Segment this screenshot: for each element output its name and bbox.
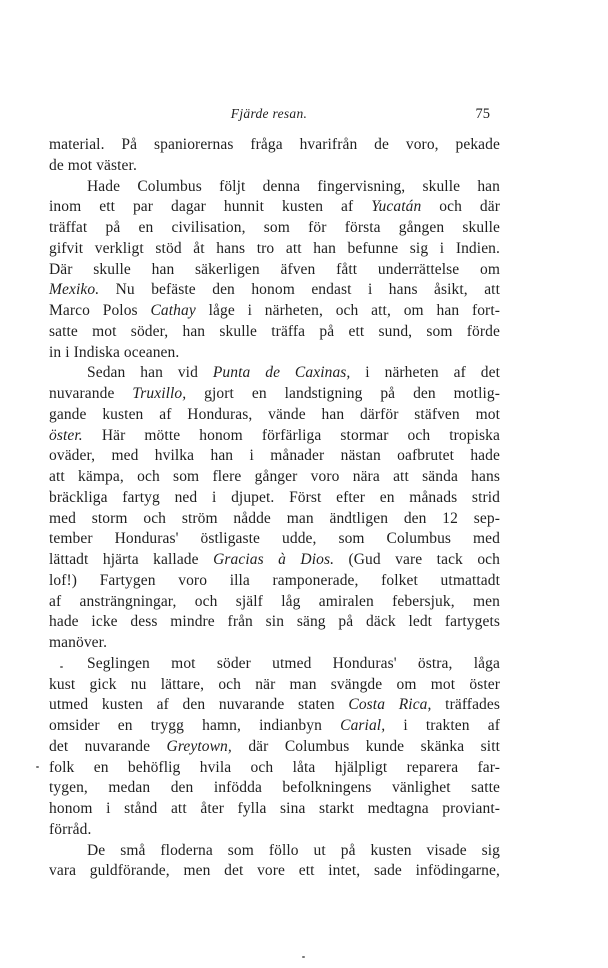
text-run: med storm och ström nådde man ändtligen den 12 sep- xyxy=(49,509,500,527)
text-run: af ansträngningar, och själf låg amiralen febersjuk, men xyxy=(49,592,500,610)
text-run: träffat på en civilisation, som för första gången skulle xyxy=(49,219,500,236)
text-line xyxy=(49,363,500,384)
italic-term: Punta de Caxinas, xyxy=(212,364,351,382)
scan-speck xyxy=(60,666,63,668)
text-line xyxy=(49,405,500,426)
scan-speck xyxy=(302,956,305,958)
text-run: de mot väster. xyxy=(49,156,137,174)
text-run: kust gick nu lättare, och när man svängde om mot öster xyxy=(49,675,500,693)
text-run: Här mötte honom förfärliga stormar och tropiska xyxy=(82,426,500,444)
text-line xyxy=(49,426,500,447)
text-run: tygen, medan den infödda befolkningens vänlighet satte xyxy=(49,779,500,797)
text-run: tember Honduras' östligaste udde, som Columbus med xyxy=(49,530,500,548)
text-run: vara guldförande, men det vore ett intet, sade infödingarne, xyxy=(49,862,500,880)
text-line xyxy=(49,861,500,882)
text-line xyxy=(49,156,500,177)
text-run: bräckliga fartyg ned i djupet. Först efter en månads strid xyxy=(49,488,500,506)
text-run: gande kusten af Honduras, vände han därför stäfven mot xyxy=(49,405,500,423)
text-run: träffades xyxy=(431,696,501,714)
text-run: Hade Columbus följt denna fingervisning, skulle han xyxy=(87,177,500,195)
text-run: nuvarande xyxy=(49,385,133,402)
text-run: De små floderna som föllo ut på kusten visade sig xyxy=(87,841,500,859)
body-text xyxy=(49,135,500,882)
text-line xyxy=(49,260,500,281)
text-run: det nuvarande xyxy=(49,737,167,755)
text-run: där Columbus kunde skänka sitt xyxy=(231,737,501,755)
italic-term: Costa Rica, xyxy=(348,696,432,714)
text-run: satte mot söder, han skulle träffa på ett sund, som förde xyxy=(49,322,500,340)
italic-term: Mexiko. xyxy=(49,281,100,299)
text-run: in i Indiska oceanen. xyxy=(49,343,180,361)
italic-term: Truxillo, xyxy=(132,385,187,402)
text-line xyxy=(49,716,500,737)
text-run: gifvit verkligt stöd åt hans tro att han befunne sig i Indien. xyxy=(49,239,500,257)
running-title: Fjärde resan. xyxy=(230,106,308,121)
text-line xyxy=(49,675,500,696)
text-run: (Gud vare tack och xyxy=(334,551,501,568)
text-line xyxy=(49,135,500,156)
italic-term: Gracias à Dios. xyxy=(213,551,335,568)
text-run: hade icke dess mindre från sin säng på däck ledt fartygets xyxy=(49,613,500,631)
text-line xyxy=(49,737,500,758)
text-run: att kämpa, och som flere gånger voro nära att sända hans xyxy=(49,468,500,485)
scan-speck xyxy=(36,766,39,768)
text-run: och där xyxy=(421,198,500,216)
italic-term: Cathay xyxy=(150,302,196,319)
text-line xyxy=(49,571,500,592)
text-line xyxy=(49,841,500,862)
text-run: oväder, med hvilka han i månader nästan oafbrutet hade xyxy=(49,447,500,465)
text-line xyxy=(49,280,500,301)
text-line xyxy=(49,529,500,550)
text-run: Sedan han vid xyxy=(87,364,213,382)
text-run: förråd. xyxy=(49,820,92,838)
text-run: honom i stånd att åter fylla sina starkt medtagna proviant- xyxy=(49,800,500,817)
text-run: omsider en trygg hamn, indianbyn xyxy=(49,717,341,734)
text-line xyxy=(49,488,500,509)
text-line xyxy=(49,177,500,198)
text-line xyxy=(49,239,500,260)
text-line xyxy=(49,384,500,405)
text-line xyxy=(49,509,500,530)
text-line xyxy=(49,799,500,820)
text-line xyxy=(49,197,500,218)
text-run: i trakten af xyxy=(385,717,501,734)
italic-term: öster. xyxy=(49,426,83,444)
page-number: 75 xyxy=(475,106,490,122)
text-line xyxy=(49,343,500,364)
text-line xyxy=(49,778,500,799)
text-run: Där skulle han säkerligen äfven fått underrättelse om xyxy=(49,260,500,278)
text-run: lättadt hjärta kallade xyxy=(49,551,214,568)
text-run: i närheten af det xyxy=(350,364,500,382)
text-run: lof!) Fartygen voro illa ramponerade, folket utmattadt xyxy=(49,571,500,589)
text-line xyxy=(49,218,500,239)
text-run: Seglingen mot söder utmed Honduras' östra, låga xyxy=(87,654,500,672)
text-line xyxy=(49,301,500,322)
text-run: Nu befäste den honom endast i hans åsikt, att xyxy=(99,281,500,299)
italic-term: Yucatán xyxy=(371,198,422,216)
text-run: utmed kusten af den nuvarande staten xyxy=(49,696,349,714)
text-run: folk en behöflig hvila och låta hjälpligt reparera far- xyxy=(49,758,500,776)
text-line xyxy=(49,446,500,467)
text-line xyxy=(49,467,500,488)
text-line xyxy=(49,654,500,675)
text-line xyxy=(49,758,500,779)
text-run: gjort en landstigning på den motlig- xyxy=(186,385,500,402)
text-line xyxy=(49,550,500,571)
text-run: manöver. xyxy=(49,634,108,651)
text-line xyxy=(49,612,500,633)
text-run: inom ett par dagar hunnit kusten af xyxy=(49,198,372,216)
text-line xyxy=(49,820,500,841)
text-run: material. På spaniorernas fråga hvarifrån de voro, pekade xyxy=(49,136,500,153)
text-line xyxy=(49,695,500,716)
italic-term: Carial, xyxy=(340,717,386,734)
text-line xyxy=(49,322,500,343)
text-line xyxy=(49,633,500,654)
italic-term: Greytown, xyxy=(166,737,232,755)
text-run: Marco Polos xyxy=(49,302,151,319)
text-line xyxy=(49,592,500,613)
text-run: låge i närheten, och att, om han fort- xyxy=(195,302,500,319)
running-head xyxy=(48,106,490,126)
